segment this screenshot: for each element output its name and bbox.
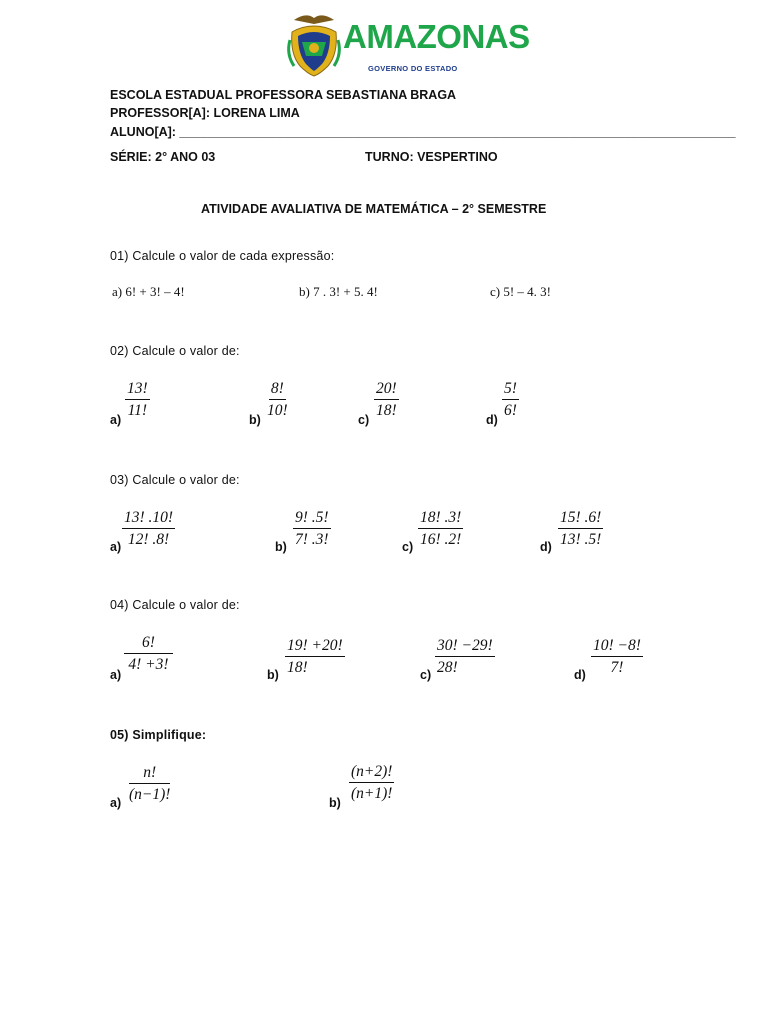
- q4-d-label: d): [574, 668, 586, 682]
- q2-a-fraction: [125, 380, 150, 420]
- q3-b-numerator: 9! .5!: [293, 509, 331, 529]
- grade: SÉRIE: 2° ANO 03: [110, 150, 216, 164]
- brand-name: AMAZONAS: [343, 18, 530, 55]
- q5-b-label: b): [329, 796, 341, 810]
- q4-d-denominator: 7!: [610, 659, 624, 676]
- brand-subtitle: GOVERNO DO ESTADO: [368, 64, 458, 73]
- student-name-field[interactable]: ALUNO[A]: ________________________________________________________________________________: [110, 125, 736, 139]
- question-5-prompt: 05) Simplifique:: [110, 728, 207, 742]
- q1-item-c: c) 5! – 4. 3!: [490, 284, 552, 299]
- q4-d-fraction: [591, 637, 643, 677]
- q4-c-fraction: [435, 637, 495, 677]
- q4-a-denominator: 4! +3!: [128, 656, 169, 673]
- q2-b-fraction: [265, 380, 290, 420]
- q2-a-numerator: 13!: [125, 380, 150, 400]
- q3-a-numerator: 13! .10!: [122, 509, 175, 529]
- q4-b-fraction: [285, 637, 345, 677]
- q2-b-denominator: 10!: [267, 402, 288, 419]
- q2-d-denominator: 6!: [504, 402, 517, 419]
- question-4-prompt: 04) Calcule o valor de:: [110, 598, 240, 612]
- q3-a-label: a): [110, 540, 122, 554]
- q4-a-label: a): [110, 668, 122, 682]
- question-2-prompt: 02) Calcule o valor de:: [110, 344, 240, 358]
- q4-a-numerator: 6!: [124, 634, 173, 654]
- q2-d-fraction: [502, 380, 519, 420]
- q3-c-numerator: 18! .3!: [418, 509, 463, 529]
- q1-item-b: b) 7 . 3! + 5. 4!: [299, 284, 378, 299]
- q4-b-denominator: 18!: [287, 659, 308, 676]
- q3-a-fraction: [122, 509, 175, 549]
- q5-a-numerator: n!: [129, 764, 170, 784]
- question-3-prompt: 03) Calcule o valor de:: [110, 473, 240, 487]
- q2-c-fraction: [374, 380, 399, 420]
- q3-b-denominator: 7! .3!: [295, 531, 329, 548]
- shift: TURNO: VESPERTINO: [365, 150, 498, 164]
- school-name: ESCOLA ESTADUAL PROFESSORA SEBASTIANA BRAGA: [110, 88, 457, 102]
- page-title: ATIVIDADE AVALIATIVA DE MATEMÁTICA – 2° SEMESTRE: [201, 202, 547, 216]
- q2-c-numerator: 20!: [374, 380, 399, 400]
- q5-a-denominator: (n−1)!: [129, 786, 171, 803]
- amazonas-logo: [286, 10, 530, 82]
- q3-c-label: c): [402, 540, 414, 554]
- q2-c-denominator: 18!: [376, 402, 397, 419]
- q3-d-fraction: [558, 509, 603, 549]
- q5-a-label: a): [110, 796, 122, 810]
- q4-c-label: c): [420, 668, 432, 682]
- q2-b-numerator: 8!: [269, 380, 286, 400]
- q4-a-fraction: [124, 634, 173, 674]
- q5-b-fraction: [349, 763, 394, 803]
- q2-d-numerator: 5!: [502, 380, 519, 400]
- q3-c-fraction: [418, 509, 463, 549]
- q2-d-label: d): [486, 413, 498, 427]
- q4-c-denominator: 28!: [437, 659, 458, 676]
- q3-c-denominator: 16! .2!: [420, 531, 462, 548]
- q2-a-label: a): [110, 413, 122, 427]
- q3-b-label: b): [275, 540, 287, 554]
- q5-a-fraction: [127, 764, 172, 804]
- q4-d-numerator: 10! −8!: [591, 637, 643, 657]
- q2-b-label: b): [249, 413, 261, 427]
- q4-b-numerator: 19! +20!: [285, 637, 345, 657]
- question-1-prompt: 01) Calcule o valor de cada expressão:: [110, 249, 335, 263]
- teacher-name: PROFESSOR[A]: LORENA LIMA: [110, 106, 300, 120]
- coat-of-arms-icon: [286, 10, 342, 80]
- q3-d-denominator: 13! .5!: [560, 531, 602, 548]
- q3-b-fraction: [293, 509, 331, 549]
- q4-b-label: b): [267, 668, 279, 682]
- q5-b-numerator: (n+2)!: [349, 763, 394, 783]
- q3-a-denominator: 12! .8!: [127, 531, 170, 548]
- q5-b-denominator: (n+1)!: [351, 785, 393, 802]
- q2-a-denominator: 11!: [127, 402, 148, 419]
- q2-c-label: c): [358, 413, 370, 427]
- q4-c-numerator: 30! −29!: [435, 637, 495, 657]
- q3-d-numerator: 15! .6!: [558, 509, 603, 529]
- q1-item-a: a) 6! + 3! – 4!: [112, 284, 185, 299]
- q3-d-label: d): [540, 540, 552, 554]
